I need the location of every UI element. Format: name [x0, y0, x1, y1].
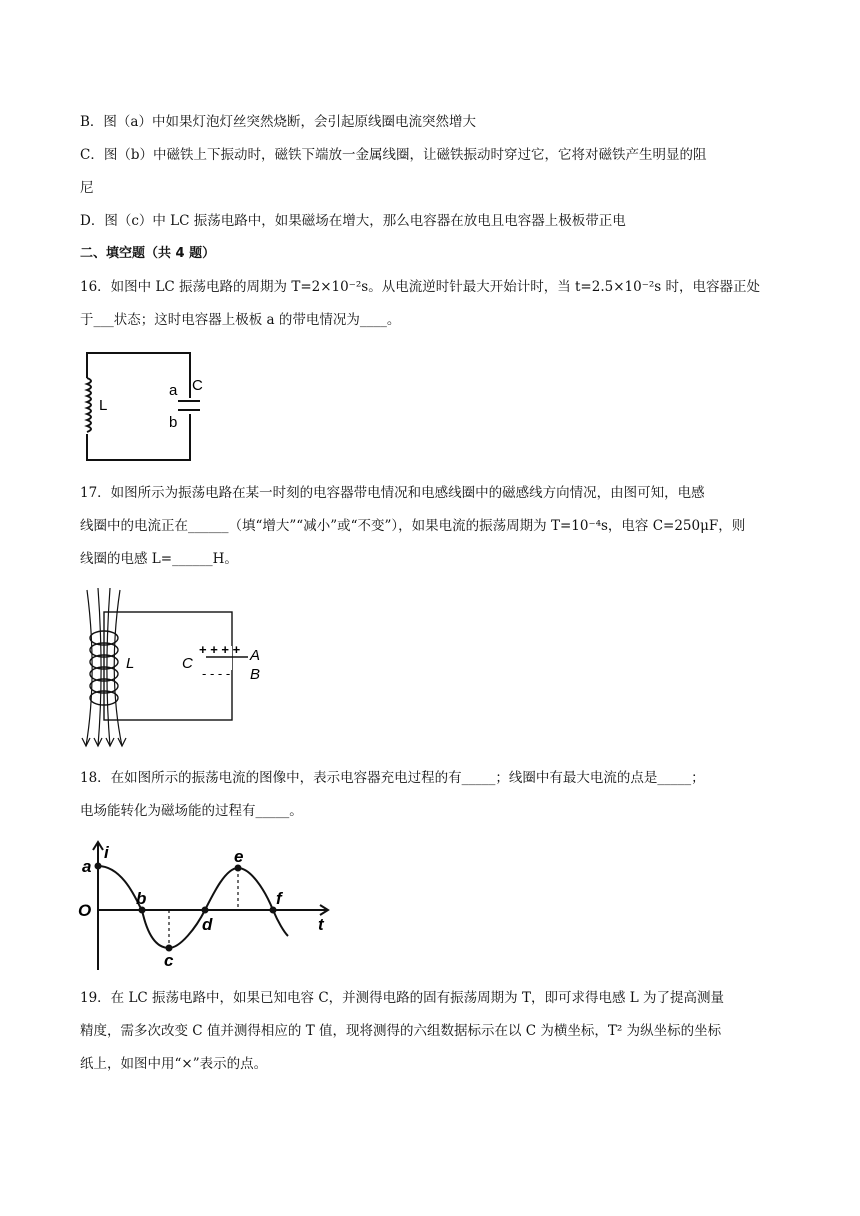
q18-point-e: e: [234, 847, 244, 866]
q18-point-c: c: [164, 951, 174, 970]
q18-label-i: i: [104, 843, 109, 862]
q18-line2: 电场能转化为磁场能的过程有_____。: [80, 803, 303, 819]
q18-line1: 18．在如图所示的振荡电流的图像中，表示电容器充电过程的有_____；线圈中有最大电流的点是_____；: [80, 770, 705, 786]
q17-line3: 线圈的电感 L=______H。: [80, 551, 238, 567]
q18-label-O: O: [78, 901, 92, 920]
q16-label-C: C: [192, 377, 203, 394]
q18-point-f: f: [276, 889, 282, 908]
q18-point-a: a: [82, 857, 92, 876]
q18-current-graph: [78, 838, 338, 978]
option-c-line2: 尼: [80, 180, 94, 196]
q17-label-A: A: [250, 647, 261, 664]
q17-label-L: L: [126, 655, 135, 672]
q16-label-a: a: [169, 382, 178, 399]
option-c-line1: C．图（b）中磁铁上下振动时，磁铁下端放一金属线圈，让磁铁振动时穿过它，它将对磁铁产生明显的阻: [80, 147, 707, 163]
q19-line2: 精度，需多次改变 C 值并测得相应的 T 值，现将测得的六组数据标示在以 C 为横坐标，T² 为纵坐标的坐标: [80, 1023, 722, 1039]
q16-circuit-figure: [82, 350, 203, 468]
q16-label-L: L: [99, 397, 108, 414]
q19-line3: 纸上，如图中用“×”表示的点。: [80, 1056, 268, 1072]
q16-line2: 于___状态；这时电容器上极板 a 的带电情况为____。: [80, 312, 401, 328]
q19-line1: 19．在 LC 振荡电路中，如果已知电容 C，并测得电路的固有振荡周期为 T，即可求得电感 L 为了提高测量: [80, 990, 725, 1006]
q18-label-t: t: [318, 915, 324, 934]
q16-line1: 16．如图中 LC 振荡电路的周期为 T=2×10⁻²s。从电流逆时针最大开始计时，当 t=2.5×10⁻²s 时，电容器正处: [80, 279, 760, 295]
q18-point-d: d: [202, 915, 213, 934]
q17-line1: 17．如图所示为振荡电路在某一时刻的电容器带电情况和电感线圈中的磁感线方向情况，由图可知，电感: [80, 485, 705, 501]
option-b: B．图（a）中如果灯泡灯丝突然烧断，会引起原线圈电流突然增大: [80, 114, 476, 130]
q17-minus-signs: - - - -: [202, 666, 231, 681]
section-title: 二、填空题（共 4 题）: [80, 246, 216, 261]
q17-circuit-figure: [78, 588, 278, 752]
q18-point-b: b: [136, 889, 147, 908]
q17-plus-signs: + + + +: [199, 642, 241, 657]
q17-label-B: B: [250, 666, 261, 683]
q17-line2: 线圈中的电流正在______（填“增大”“减小”或“不变”），如果电流的振荡周期为 T=10⁻⁴s，电容 C=250μF，则: [80, 518, 746, 534]
q17-label-C: C: [182, 655, 193, 672]
option-d: D．图（c）中 LC 振荡电路中，如果磁场在增大，那么电容器在放电且电容器上极板带正电: [80, 213, 626, 229]
q16-label-b: b: [169, 414, 178, 431]
